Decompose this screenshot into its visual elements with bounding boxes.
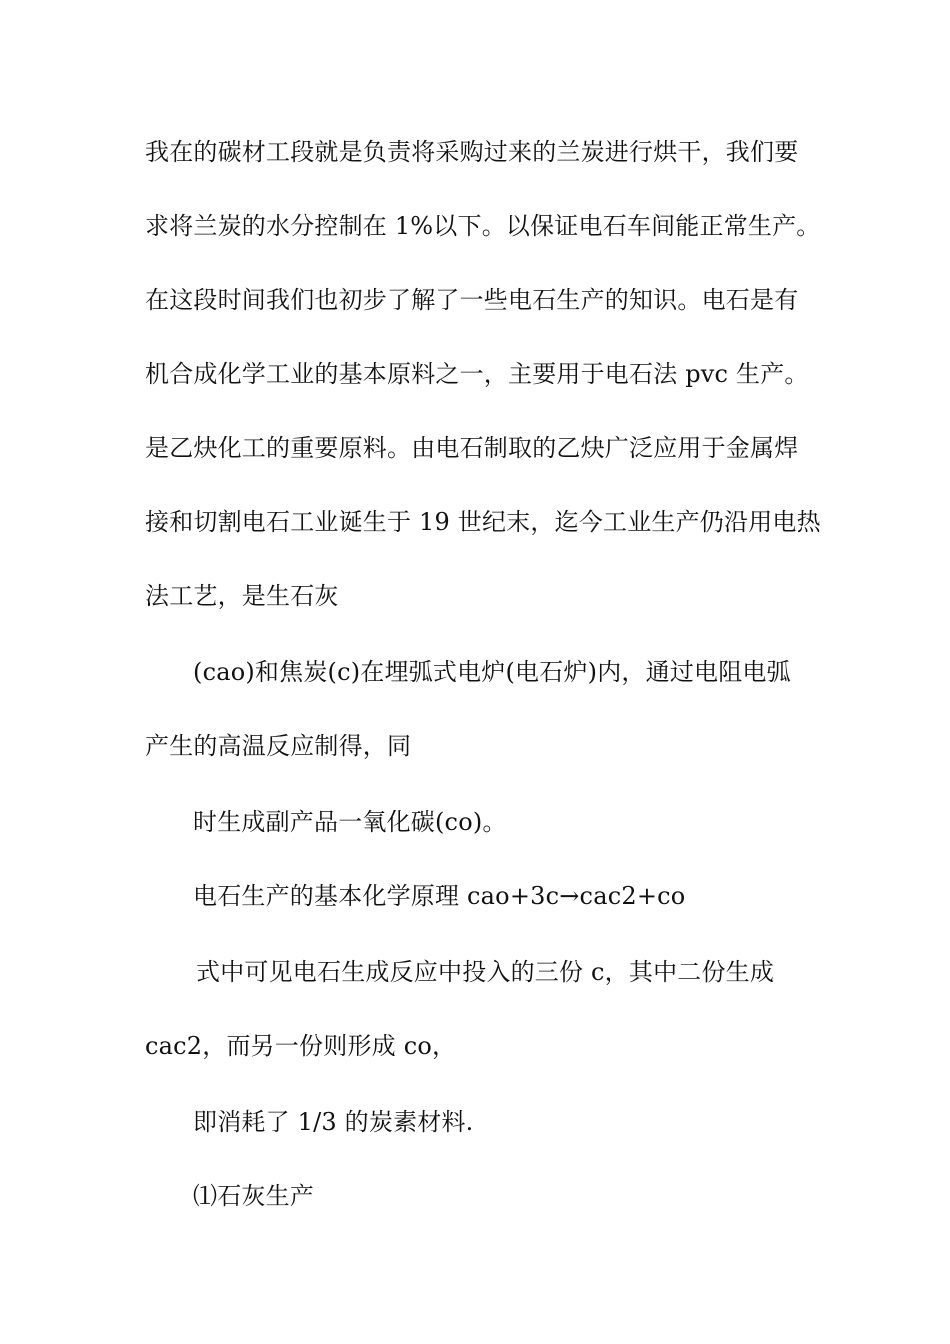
paragraph-line: 式中可见电石生成反应中投入的三份 c，其中二份生成 (196, 958, 775, 986)
chemical-principle-line: 电石生产的基本化学原理 cao+3c→cac2+co (193, 882, 686, 910)
paragraph-line: (cao)和焦炭(c)在埋弧式电炉(电石炉)内，通过电阻电弧 (193, 658, 791, 686)
section-heading: ⑴石灰生产 (193, 1182, 314, 1210)
paragraph-line: cac2，而另一份则形成 co， (145, 1032, 457, 1060)
paragraph-line: 法工艺，是生石灰 (145, 582, 339, 610)
paragraph-line: 时生成副产品一氧化碳(co)。 (193, 808, 507, 836)
paragraph-line: 即消耗了 1/3 的炭素材料. (193, 1108, 474, 1136)
paragraph-line: 求将兰炭的水分控制在 1%以下。以保证电石车间能正常生产。 (145, 212, 821, 240)
paragraph-line: 接和切割电石工业诞生于 19 世纪末，迄今工业生产仍沿用电热 (145, 508, 821, 536)
paragraph-line: 在这段时间我们也初步了解了一些电石生产的知识。电石是有 (145, 286, 799, 314)
paragraph-line: 机合成化学工业的基本原料之一，主要用于电石法 pvc 生产。 (145, 360, 809, 388)
paragraph-line: 产生的高温反应制得，同 (145, 732, 412, 760)
paragraph-line: 我在的碳材工段就是负责将采购过来的兰炭进行烘干，我们要 (145, 138, 799, 166)
paragraph-line: 是乙炔化工的重要原料。由电石制取的乙炔广泛应用于金属焊 (145, 434, 799, 462)
